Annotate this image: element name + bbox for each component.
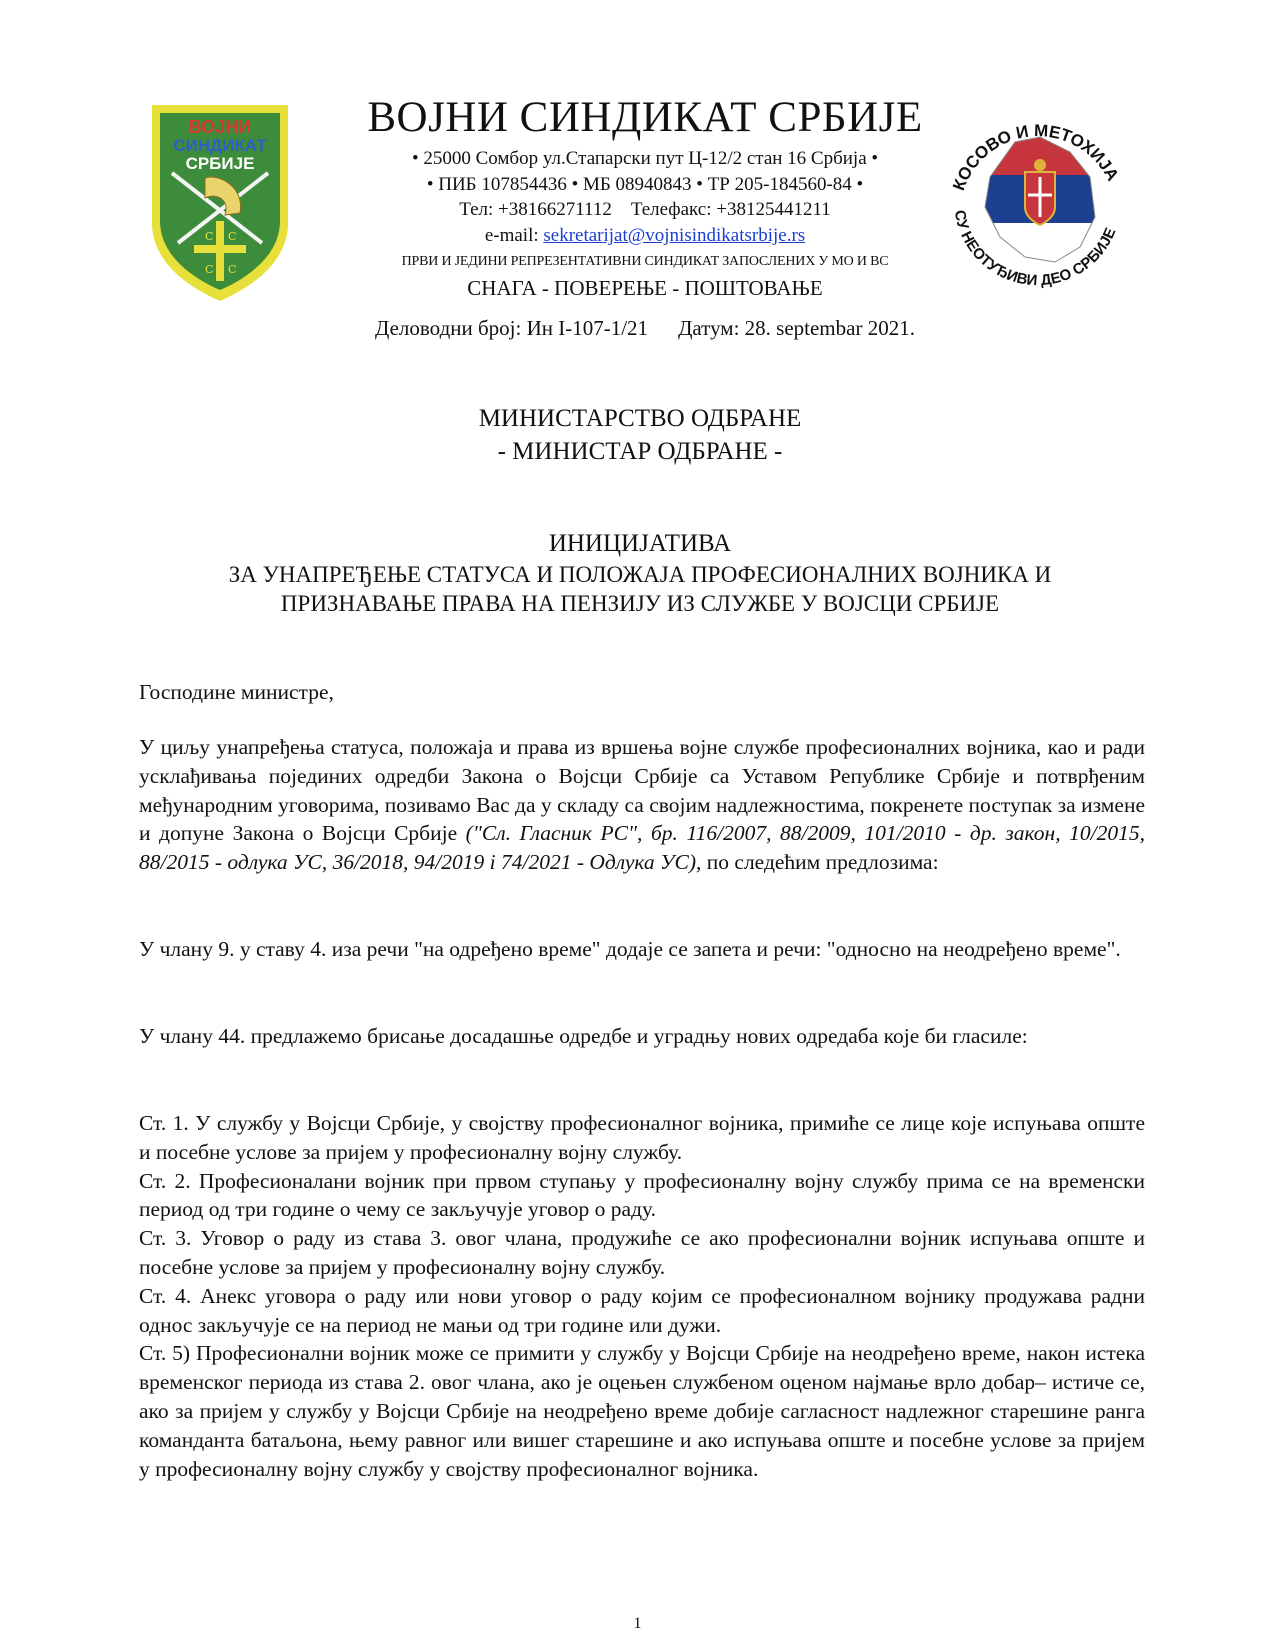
org-fax: Телефакс: +38125441211 — [630, 199, 831, 220]
email-label: e-mail: — [484, 225, 544, 246]
svg-text:С: С — [228, 263, 237, 276]
gazette-citation: ("Сл. Гласник РС", бр. 116/2007, 88/2009, 101/2010 - др. закон, 10/2015, 88/2015 - одлука УС, 36/2018, 94/2019 i 74/2021 - Одлука УС), — [139, 821, 1145, 875]
paragraph-intro-text: У циљу унапређења статуса, положаја и права из вршења војне службе професионалних војника, као и ради усклађивања појединих одредби Закона о Војсци Србије са Уставом Републике Србије и потврђеним међународним уговорима, позивамо Вас да у складу са својим надлежностима, покренете поступак за измене и допуне Закона о Војсци Србије — [139, 735, 1145, 846]
representative-line: ПРВИ И ЈЕДИНИ РЕПРЕЗЕНТАТИВНИ СИНДИКАТ ЗАПОСЛЕНИХ У МО И ВС — [401, 254, 889, 269]
logo-text-3: СРБИЈЕ — [185, 154, 255, 173]
logo-text-1: ВОЈНИ — [188, 117, 252, 137]
emblem-text-bottom: СУ НЕОТУЂИВИ ДЕО СРБИЈЕ — [950, 208, 1120, 290]
recipient-minister: - МИНИСТАР ОДБРАНЕ - — [497, 438, 783, 465]
reference-number: Деловодни број: Ин I-107-1/21 — [375, 316, 649, 340]
org-address: • 25000 Сомбор ул.Стапарски пут Ц-12/2 стан 16 Србија • — [411, 148, 879, 169]
svg-text:С: С — [205, 230, 214, 243]
recipient-ministry: МИНИСТАРСТВО ОДБРАНЕ — [478, 405, 802, 432]
paragraph-intro-end: по следећим предлозима: — [701, 850, 939, 875]
initiative-subtitle-2: ПРИЗНАВАЊЕ ПРАВА НА ПЕНЗИЈУ ИЗ СЛУЖБЕ У ВОЈСЦИ СРБИЈЕ — [280, 591, 1000, 616]
union-logo — [150, 103, 290, 303]
svg-text:С: С — [228, 230, 237, 243]
org-ids: • ПИБ 107854436 • МБ 08940843 • ТР 205-184560-84 • — [426, 174, 864, 195]
provision-4: Ст. 4. Анекс уговора о раду или нови уговор о раду којим се професионалном војнику продужава радни однос закључује се на период не мањи од три године или дужи. — [139, 1283, 1145, 1337]
logo-text-2: СИНДИКАТ — [173, 136, 267, 155]
initiative-subtitle-1: ЗА УНАПРЕЂЕЊЕ СТАТУСА И ПОЛОЖАЈА ПРОФЕСИОНАЛНИХ ВОЈНИКА И — [228, 562, 1052, 587]
provision-5: Ст. 5) Професионални војник може се примити у службу у Војсци Србије на неодређено време, након истека временског периода из става 2. овог члана, ако је оцењен службеном оценом најмање врло добар– истиче се, ако за пријем у службу у Војсци Србије на неодређено време добије сагласност надлежног старешине ранга команданта батаљона, њему равног или вишег старешине и ако испуњава опште и посебне услове за пријем у професионалну војну службу у својству професионалног војника. — [139, 1341, 1145, 1481]
svg-text:С: С — [205, 263, 214, 276]
provision-3: Ст. 3. Уговор о раду из става 3. овог члана, продужиће се ако професионални војник испуњава опште и посебне услове за пријем у професионалну војну службу. — [139, 1226, 1145, 1279]
email-link[interactable]: sekretarijat@vojnisindikatsrbije.rs — [543, 225, 806, 246]
proposed-provisions — [139, 1109, 1145, 1483]
initiative-title: ИНИЦИЈАТИВА — [548, 530, 732, 557]
emblem-text-top: КОСОВО И МЕТОХИЈА — [949, 121, 1123, 194]
reference-line — [300, 315, 990, 341]
provision-2: Ст. 2. Професионалани војник при првом ступању у професионалну војну службу прима се на временски период од три године о чему се закључује уговор о раду. — [139, 1168, 1145, 1222]
salutation: Господине министре, — [139, 680, 334, 704]
org-email-line — [300, 224, 990, 248]
document-date: Датум: 28. septembar 2021. — [678, 316, 915, 340]
org-phone: Тел: +38166271112 — [459, 199, 612, 220]
paragraph-article-44: У члану 44. предлажемо брисање досадашње одредбе и уградњу нових одредаба које би гласиле: — [139, 1024, 1028, 1048]
paragraph-article-9: У члану 9. у ставу 4. иза речи "на одређено време" додаје се запета и речи: "односно на неодређено време". — [139, 937, 1121, 961]
paragraph-intro — [139, 733, 1145, 877]
org-contacts — [300, 198, 990, 222]
motto: СНАГА - ПОВЕРЕЊЕ - ПОШТОВАЊЕ — [467, 276, 823, 300]
provision-1: Ст. 1. У службу у Војсци Србије, у својству професионалног војника, примиће се лице које испуњава опште и посебне услове за пријем у професионалну војну службу. — [139, 1111, 1145, 1164]
page-number: 1 — [633, 1615, 642, 1632]
org-name: ВОЈНИ СИНДИКАТ СРБИЈЕ — [367, 94, 923, 141]
